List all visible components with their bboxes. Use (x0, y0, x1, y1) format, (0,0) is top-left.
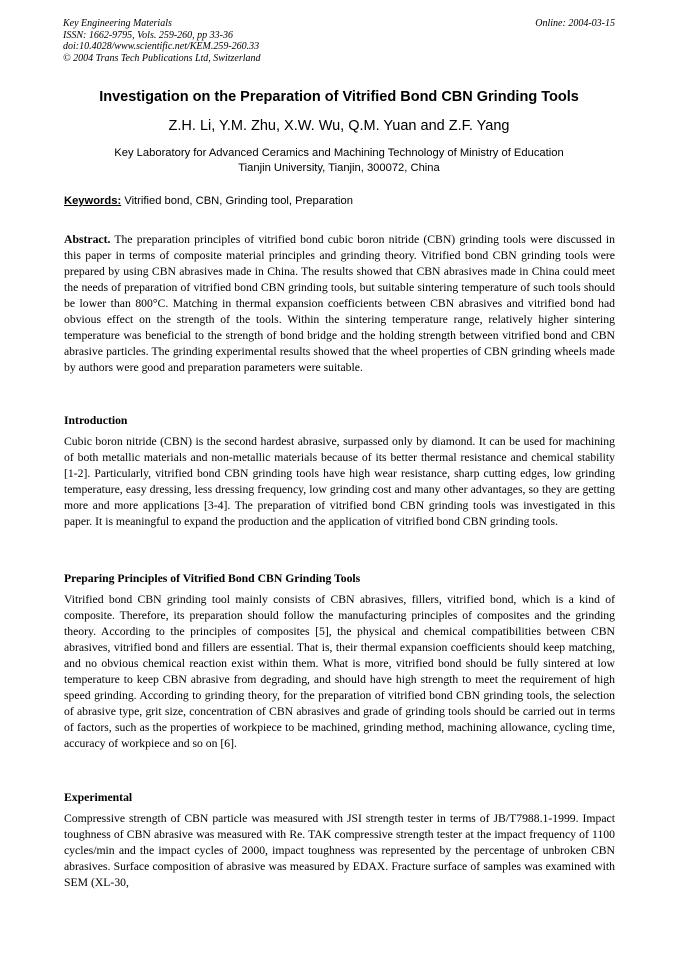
abstract-label: Abstract. (64, 233, 111, 246)
keywords (64, 195, 614, 207)
affiliation-line-2: Tianjin University, Tianjin, 300072, China (238, 162, 440, 174)
section-heading-introduction: Introduction (64, 414, 128, 427)
section-text-experimental: Compressive strength of CBN particle was measured with JSI strength tester in terms of JB/T7988.1-1999. Impact toughness of CBN abrasive was measured with Re. TAK compressive strength tester at the impact frequency of 1100 cycles/min and the impact cycles of 2000, impact toughness was represented by the percentage of unbroken CBN abrasives. Surface composition of abrasive was measured by EDAX. Fracture surface of samples was examined with SEM (XL-30, (64, 812, 615, 889)
paper-title: Investigation on the Preparation of Vitrified Bond CBN Grinding Tools (99, 89, 579, 105)
section-text-principles: Vitrified bond CBN grinding tool mainly consists of CBN abrasives, fillers, vitrified bond, which is a kind of composite. Therefore, its preparation should follow the manufacturing principles of composites and the grinding theory. According to the principles of composites [5], the physical and chemical compatibilities between CBN abrasives, vitrified bond and fillers are essential. That is, their thermal expansion coefficients should keep matching, and no obvious chemical reaction exist within them. What is more, vitrified bond should be fully sintered at low temperature to keep CBN abrasive from degrading, and should have high strength to meet the requirement of high speed grinding. According to grinding theory, for the preparation of vitrified bond CBN grinding tools, the selection of abrasive type, grit size, concentration of CBN abrasives and grade of grinding tools should be carried out in terms of factors, such as the properties of workpiece to be machined, grinding method, machining allowance, cycling time, accuracy of workpiece and so on [6]. (64, 593, 615, 750)
abstract (64, 232, 615, 376)
journal-issn: ISSN: 1662-9795, Vols. 259-260, pp 33-36 (63, 29, 233, 41)
section-text-introduction: Cubic boron nitride (CBN) is the second hardest abrasive, surpassed only by diamond. It can be used for machining of both metallic materials and non-metallic materials because of its better thermal resistance and chemical stability [1-2]. Particularly, vitrified bond CBN grinding tools have high wear resistance, sharp cutting edges, low grinding temperature, easy dressing, less dressing frequency, low grinding cost and many other advantages, so they are getting more and more applications [3-4]. The preparation of vitrified bond CBN grinding tools was investigated in this paper. It is meaningful to expand the production and the application of vitrified bond CBN grinding tools. (64, 435, 615, 528)
keywords-colon: : (117, 195, 122, 207)
paper-authors: Z.H. Li, Y.M. Zhu, X.W. Wu, Q.M. Yuan and Z.F. Yang (168, 118, 510, 134)
abstract-text: The preparation principles of vitrified bond cubic boron nitride (CBN) grinding tools were discussed in this paper in terms of composite material principles and grinding theory. Vitrified bond CBN grinding tools were prepared by using CBN abrasives made in China. The results showed that CBN abrasives made in China could meet the needs of preparation of vitrified bond CBN grinding tools, but suitable sintering temperature of such tools should be lower than 800°C. Matching in thermal expansion coefficients between CBN abrasives and vitrified bond had obvious effect on the strength of the tools. Within the sintering temperature range, relatively higher sintering temperature was beneficial to the strength of bond bridge and the holding strength between vitrified bond and CBN abrasive particles. The grinding experimental results showed that the wheel properties of CBN grinding wheels made by authors were good and preparation parameters were suitable. (64, 233, 615, 374)
section-heading-experimental: Experimental (64, 791, 133, 804)
section-heading-principles: Preparing Principles of Vitrified Bond CBN Grinding Tools (64, 572, 361, 585)
journal-doi: doi:10.4028/www.scientific.net/KEM.259-260.33 (63, 41, 260, 53)
online-date: Online: 2004-03-15 (535, 18, 615, 29)
keywords-text: Vitrified bond, CBN, Grinding tool, Preparation (124, 195, 353, 207)
author-affiliation (40, 146, 638, 176)
journal-copyright: © 2004 Trans Tech Publications Ltd, Switzerland (63, 52, 261, 64)
keywords-label: Keywords (64, 195, 118, 207)
journal-header (63, 18, 261, 64)
affiliation-line-1: Key Laboratory for Advanced Ceramics and Machining Technology of Ministry of Education (114, 147, 564, 159)
journal-name: Key Engineering Materials (63, 18, 172, 29)
